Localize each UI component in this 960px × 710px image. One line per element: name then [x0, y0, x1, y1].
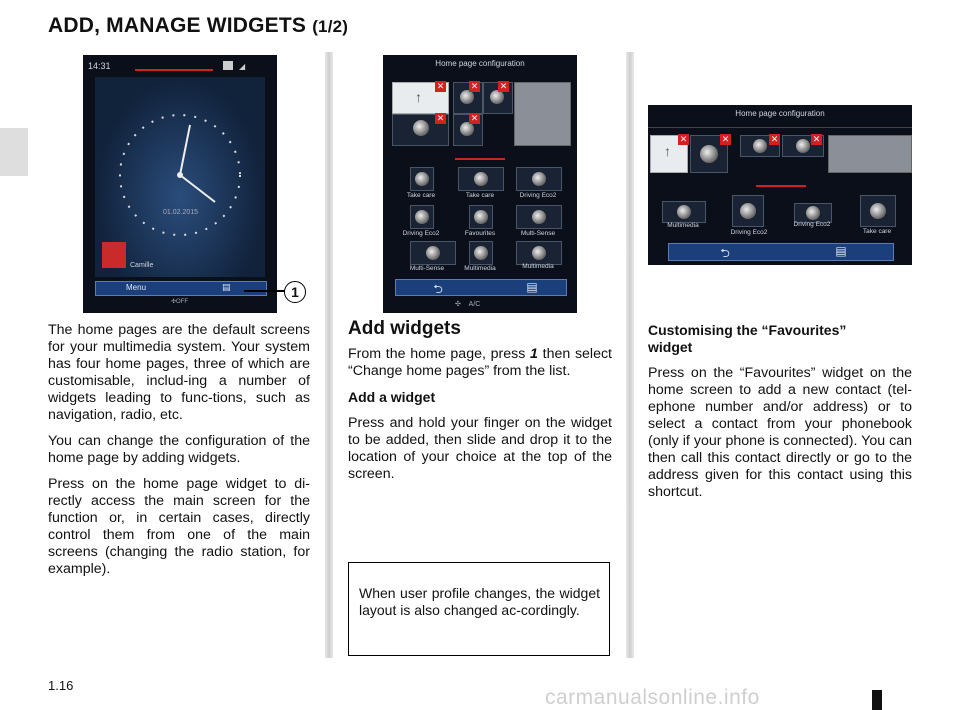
paragraph	[348, 346, 612, 380]
section-heading: Add widgets	[348, 318, 461, 339]
nav-widget-slot[interactable]: ↑	[392, 82, 449, 114]
climate-strip: ✣ A/C	[455, 301, 481, 308]
subheading: Add a widget	[348, 389, 436, 405]
callout-reference: 1	[530, 346, 538, 362]
widget-label: Driving Eco2	[402, 230, 440, 237]
config-bottom-bar	[395, 279, 567, 296]
widget-multimedia[interactable]	[662, 201, 706, 223]
widget-label: Multimedia	[464, 265, 496, 272]
widget-label: Multi-Sense	[409, 265, 445, 272]
menu-bar	[95, 281, 267, 296]
widget-take-care[interactable]	[458, 167, 504, 191]
profile-name: Camille	[130, 262, 154, 269]
config-screen-image	[383, 55, 577, 313]
back-icon[interactable]: ⮌	[720, 246, 730, 260]
chapter-tab	[0, 128, 28, 176]
callout-line	[244, 290, 286, 292]
page-indicator	[756, 185, 806, 187]
widget-multimedia[interactable]	[516, 241, 562, 265]
remove-widget-icon[interactable]: ✕	[470, 113, 479, 123]
widget-label: Take care	[406, 192, 436, 199]
widget-take-care[interactable]	[410, 167, 434, 191]
widget-driving-eco2[interactable]	[794, 203, 832, 223]
subheading-line: widget	[648, 339, 693, 355]
middle-column-text	[348, 320, 612, 492]
profile-avatar[interactable]	[102, 242, 126, 268]
page-indicator	[455, 158, 505, 160]
config-header: Home page configuration	[435, 59, 525, 68]
menu-button[interactable]: Menu	[126, 283, 147, 292]
widget-label: Multi-Sense	[520, 230, 556, 237]
paragraph: Press on the “Favourites” widget on the home screen to add a new contact (tel-ephone number and/or address) or to select a contact from your phonebook (only if your phone is connected). You can then call this contact directly or go to the address given for this contact using this shortcut.	[648, 365, 912, 500]
widget-multimedia[interactable]	[469, 241, 493, 265]
home-screen-image	[83, 55, 277, 313]
widget-label: Driving Eco2	[519, 192, 557, 199]
right-column-text	[648, 322, 912, 510]
note-box: When user profile changes, the widget layout is also changed ac-cordingly.	[348, 562, 610, 656]
bluetooth-icon	[223, 61, 233, 70]
subheading-line: Customising the “Favourites”	[648, 322, 847, 338]
page-number: 1.16	[48, 678, 74, 693]
widget-label: Favourites	[464, 230, 496, 237]
remove-widget-icon[interactable]: ✕	[436, 81, 445, 91]
widget-take-care[interactable]	[860, 195, 896, 227]
widget-favourites[interactable]	[469, 205, 493, 229]
back-icon[interactable]: ⮌	[433, 282, 443, 296]
config-screen-landscape-image	[648, 105, 912, 265]
widget-driving-eco2[interactable]	[516, 167, 562, 191]
ac-label: A/C	[468, 301, 481, 308]
widget-label: Take care	[465, 192, 495, 199]
watermark: carmanualsonline.info	[545, 686, 760, 709]
text-run: then select “Change home pages” from the list.	[348, 346, 613, 379]
column-divider	[626, 52, 634, 658]
empty-widget-slot[interactable]	[828, 135, 912, 173]
config-bottom-bar	[668, 243, 894, 261]
remove-widget-icon[interactable]: ✕	[470, 81, 479, 91]
column-divider	[325, 52, 333, 658]
fan-off-indicator: ✣OFF	[171, 299, 189, 305]
list-icon[interactable]: ▤	[222, 282, 231, 292]
remove-widget-icon[interactable]: ✕	[770, 134, 779, 144]
signal-icon: ◢	[239, 62, 246, 71]
list-icon[interactable]: ▤	[526, 280, 538, 294]
list-icon[interactable]: ▤	[835, 244, 847, 258]
paragraph: You can change the configuration of the home page by adding widgets.	[48, 433, 310, 466]
widget-driving-eco2[interactable]	[732, 195, 764, 227]
title-suffix: (1/2)	[312, 17, 349, 36]
subheading	[648, 322, 912, 356]
nav-widget-slot[interactable]: ↑	[650, 135, 688, 173]
paragraph: The home pages are the default screens for your multimedia system. Your system has four home pages, three of which are customisable, includ-ing a number of widgets leading to func-tions, such as navigation, radio, etc.	[48, 322, 310, 423]
remove-widget-icon[interactable]: ✕	[721, 134, 730, 144]
widget-multi-sense[interactable]	[516, 205, 562, 229]
clock-date: 01.02.2015	[163, 209, 199, 216]
corner-mark	[872, 690, 882, 710]
callout-1: 1	[284, 281, 306, 303]
empty-widget-slot[interactable]	[514, 82, 571, 146]
clock-time: 14:31	[88, 61, 111, 71]
config-header: Home page configuration	[735, 109, 825, 118]
widget-label: Multimedia	[522, 263, 554, 270]
page-title	[48, 14, 348, 38]
widget-label: Driving Eco2	[730, 229, 768, 236]
remove-widget-icon[interactable]: ✕	[679, 134, 688, 144]
remove-widget-icon[interactable]: ✕	[436, 113, 445, 123]
widget-label: Take care	[862, 228, 892, 235]
widget-label: Multimedia	[667, 222, 699, 229]
header-divider	[648, 127, 912, 128]
left-column-text	[48, 322, 310, 587]
off-label: OFF	[176, 299, 189, 305]
remove-widget-icon[interactable]: ✕	[812, 134, 821, 144]
paragraph: Press on the home page widget to di-rectly access the main screen for the function or, in certain cases, directly control them from one of the main screens (changing the radio station, for example).	[48, 476, 310, 577]
paragraph: Press and hold your finger on the widget to be added, then slide and drop it to the location of your choice at the top of the screen.	[348, 415, 612, 482]
widget-multi-sense[interactable]	[410, 241, 456, 265]
widget-label: Driving Eco2	[793, 221, 831, 228]
status-bar-line	[135, 69, 213, 71]
remove-widget-icon[interactable]: ✕	[499, 81, 508, 91]
title-text: ADD, MANAGE WIDGETS	[48, 14, 307, 37]
text-run: From the home page, press	[348, 346, 531, 362]
widget-driving-eco2[interactable]	[410, 205, 434, 229]
